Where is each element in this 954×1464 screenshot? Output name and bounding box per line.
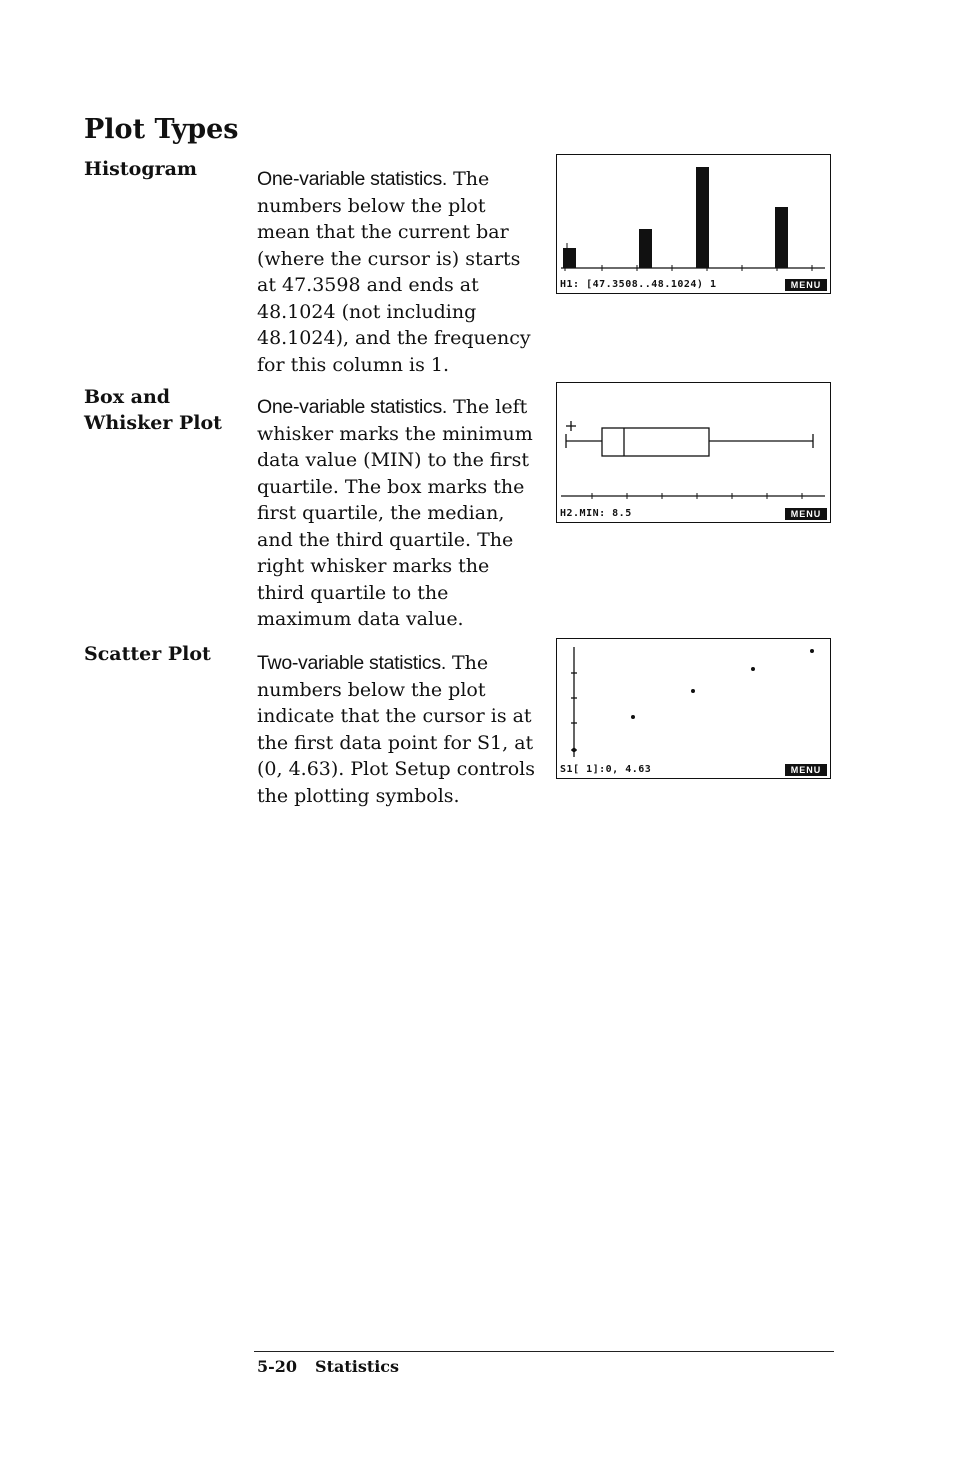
histogram-bar	[775, 207, 788, 268]
scatter-point	[631, 715, 635, 719]
scatter-status: S1[ 1]:0, 4.63	[560, 764, 652, 775]
scatter-point	[810, 649, 814, 653]
box-plot-status: H2.MIN: 8.5	[560, 508, 632, 519]
histogram-bar	[696, 167, 709, 268]
box-plot-box	[602, 428, 709, 456]
section-text-scatter	[257, 650, 542, 809]
box-plot-screen	[556, 382, 831, 523]
histogram-status: H1: [47.3508..48.1024) 1	[560, 279, 717, 290]
scatter-plot	[557, 639, 829, 762]
section-lead: One-variable statistics.	[257, 396, 448, 418]
scatter-screen	[556, 638, 831, 779]
section-lead: Two-variable statistics.	[257, 652, 446, 674]
section-body: The numbers below the plot indicate that the cursor is at the first data point for S1, at (0, 4.63). Plot Setup controls the plotting symbols.	[257, 652, 535, 807]
scatter-point	[572, 748, 576, 752]
scatter-point	[751, 667, 755, 671]
section-heading-scatter: Scatter Plot	[84, 643, 211, 665]
section-heading-box-whisker: Box and Whisker Plot	[84, 386, 222, 434]
section-body: The numbers below the plot mean that the current bar (where the cursor is) starts at 47.3598 and ends at 48.1024 (not including 48.1024), and the frequency for this column is 1.	[257, 168, 531, 376]
page-title: Plot Types	[84, 114, 239, 145]
histogram-screen	[556, 154, 831, 294]
section-lead: One-variable statistics.	[257, 168, 448, 190]
histogram-plot	[557, 155, 829, 277]
section-text-box-whisker	[257, 394, 542, 633]
box-plot	[557, 383, 829, 506]
chapter-name: Statistics	[315, 1357, 400, 1376]
scatter-points	[572, 649, 814, 752]
section-heading-histogram: Histogram	[84, 158, 198, 180]
footer-rule	[254, 1351, 834, 1352]
scatter-point	[691, 689, 695, 693]
section-body: The left whisker marks the minimum data value (MIN) to the first quartile. The box marks the first quartile, the median, and the third quartile. The right whisker marks the third quartile to the maximum data value.	[257, 396, 533, 630]
histogram-bar	[563, 248, 576, 268]
menu-button[interactable]: MENU	[785, 508, 827, 520]
page-number: 5-20	[257, 1357, 298, 1376]
histogram-bar	[639, 229, 652, 268]
section-text-histogram	[257, 166, 542, 378]
menu-button[interactable]: MENU	[785, 279, 827, 291]
menu-button[interactable]: MENU	[785, 764, 827, 776]
page-footer	[257, 1357, 417, 1376]
